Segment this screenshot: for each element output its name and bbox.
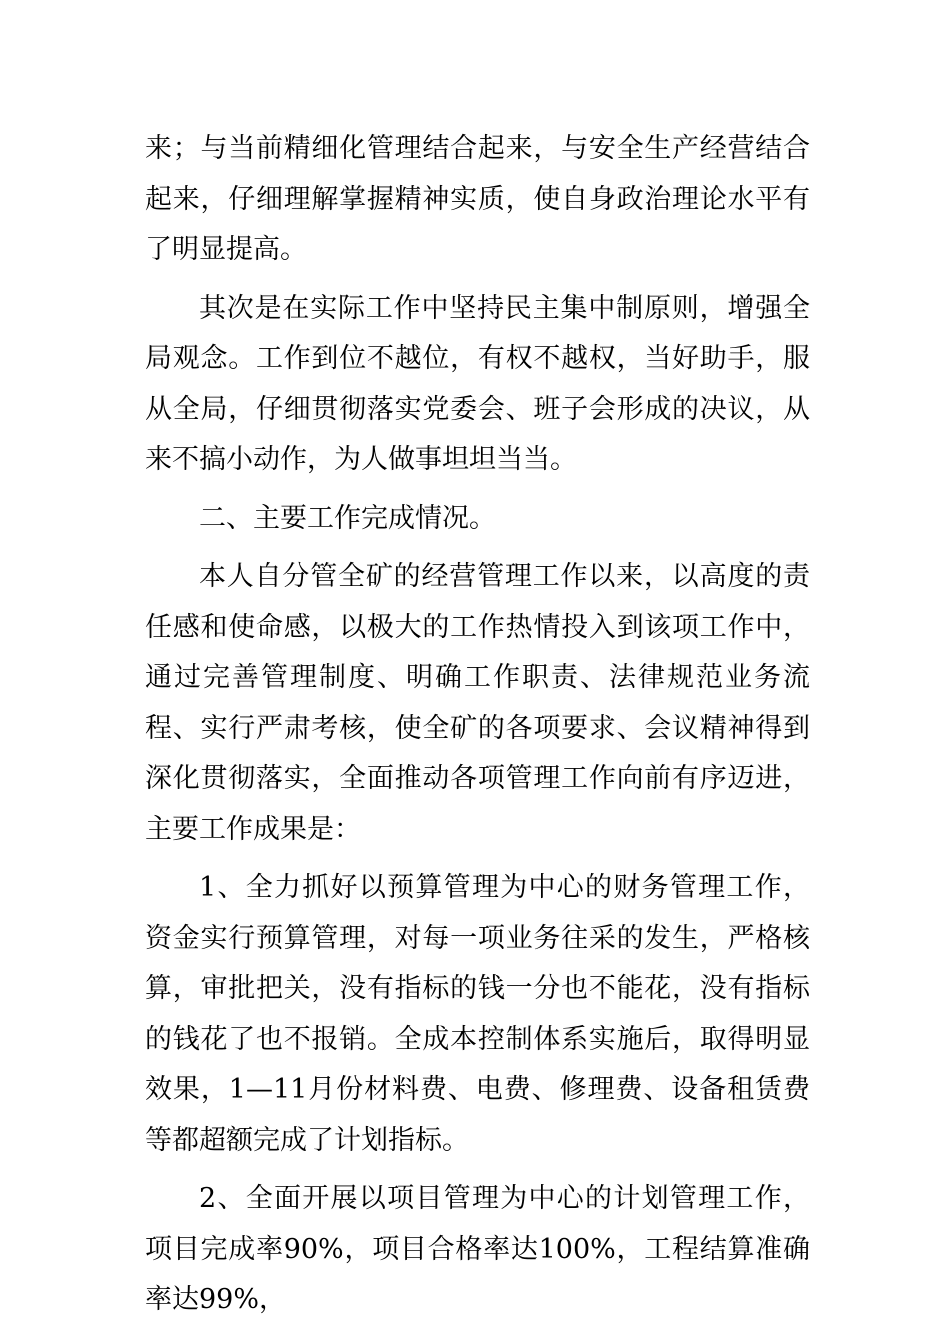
paragraph-democratic-centralism: 其次是在实际工作中坚持民主集中制原则，增强全局观念。工作到位不越位，有权不越权，当好助手，服从全局，仔细贯彻落实党委会、班子会形成的决议，从来不搞小动作，为人做事坦坦当当。: [145, 292, 810, 475]
section-heading-main-work: 二、主要工作完成情况。: [199, 502, 496, 534]
document-body: [145, 124, 810, 1334]
paragraph-continuation: 来；与当前精细化管理结合起来，与安全生产经营结合起来，仔细理解掌握精神实质，使自身政治理论水平有了明显提高。: [145, 133, 810, 265]
paragraph-item-2-project: 2、全面开展以项目管理为中心的计划管理工作，项目完成率90%，项目合格率达100%，工程结算准确率达99%，: [145, 1183, 810, 1315]
paragraph-item-1-budget: 1、全力抓好以预算管理为中心的财务管理工作，资金实行预算管理，对每一项业务往采的发生，严格核算，审批把关，没有指标的钱一分也不能花，没有指标的钱花了也不报销。全成本控制体系实施后，取得明显效果，1—11月份材料费、电费、修理费、设备租赁费等都超额完成了计划指标。: [145, 872, 810, 1156]
paragraph-management-overview: 本人自分管全矿的经营管理工作以来，以高度的责任感和使命感，以极大的工作热情投入到该项工作中，通过完善管理制度、明确工作职责、法律规范业务流程、实行严肃考核，使全矿的各项要求、会议精神得到深化贯彻落实，全面推动各项管理工作向前有序迈进，主要工作成果是：: [145, 561, 810, 845]
